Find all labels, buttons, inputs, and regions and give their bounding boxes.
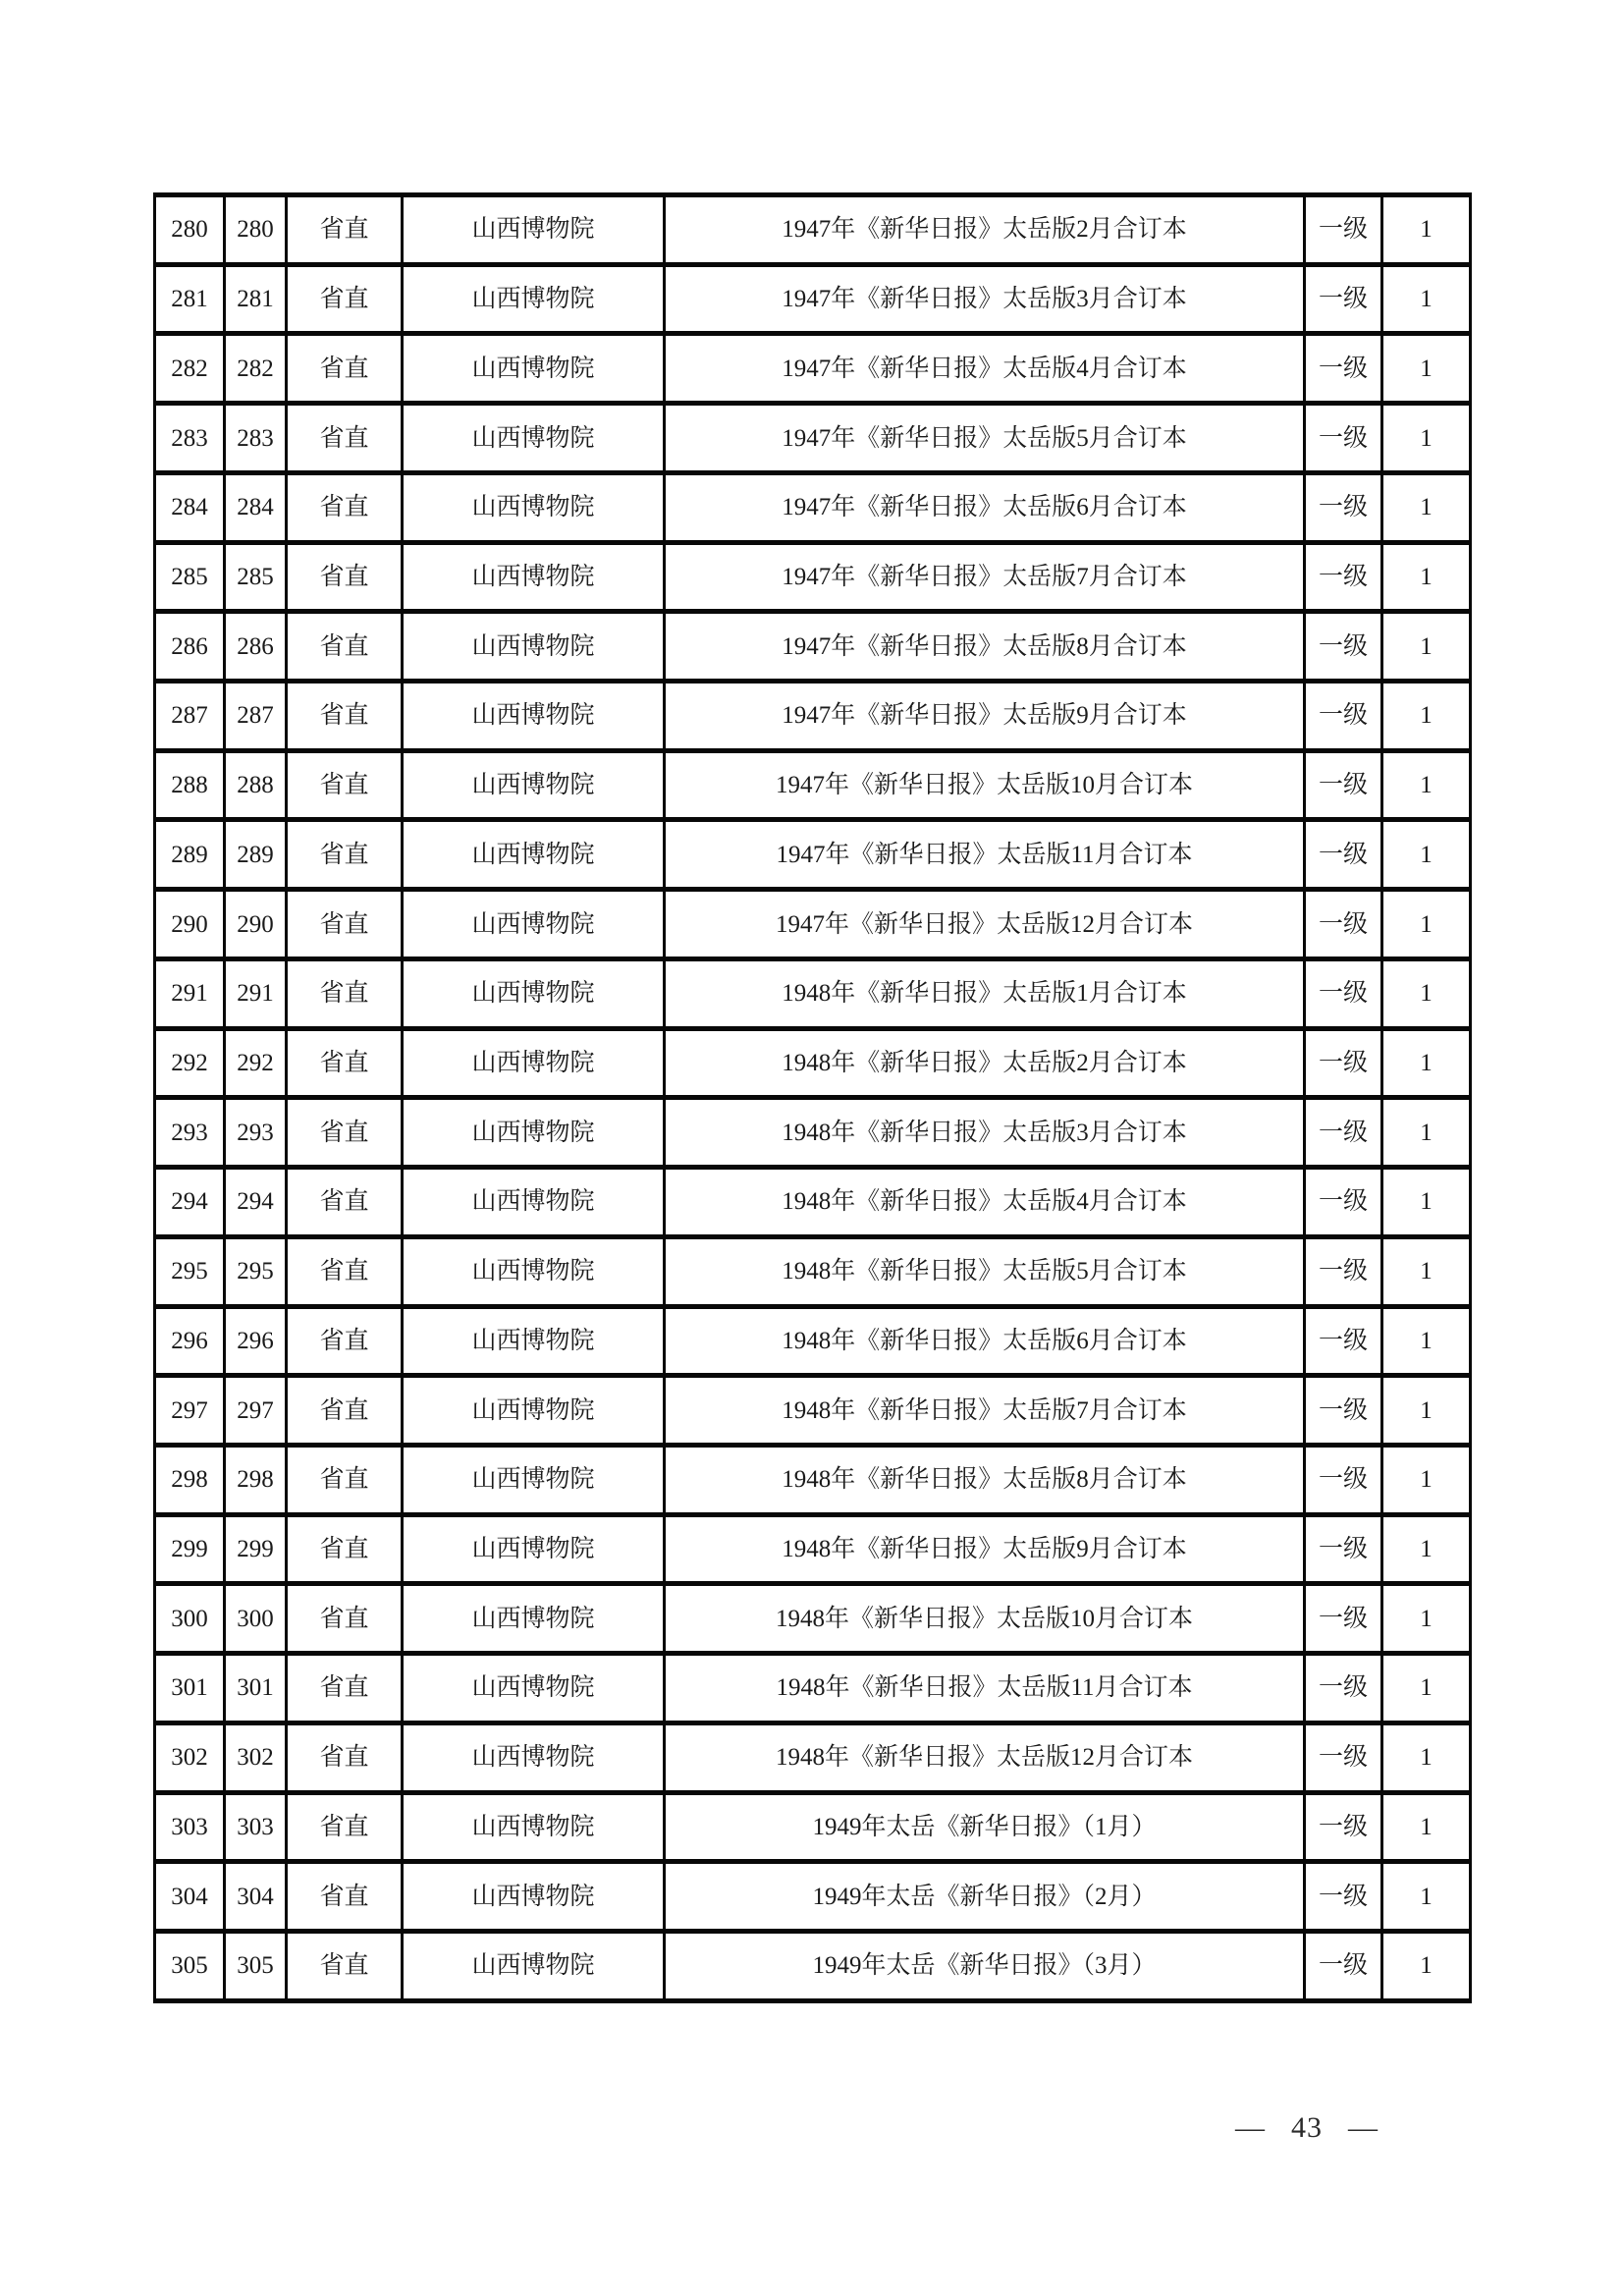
cell-institution: 山西博物院: [403, 264, 665, 334]
cell-no1: 286: [155, 612, 225, 682]
cell-quantity: 1: [1382, 820, 1471, 890]
cell-grade: 一级: [1305, 1514, 1382, 1584]
table-row: [155, 1514, 1471, 1584]
cell-item: 1947年《新华日报》太岳版3月合订本: [665, 264, 1305, 334]
table-row: [155, 472, 1471, 542]
cell-quantity: 1: [1382, 1168, 1471, 1237]
footer-left-dash: —: [1235, 2111, 1266, 2144]
cell-category: 省直: [287, 334, 403, 404]
cell-no2: 298: [225, 1445, 287, 1514]
cell-item: 1947年《新华日报》太岳版10月合订本: [665, 750, 1305, 820]
cell-grade: 一级: [1305, 1376, 1382, 1446]
table-row: [155, 404, 1471, 473]
cell-quantity: 1: [1382, 890, 1471, 959]
cell-item: 1947年《新华日报》太岳版12月合订本: [665, 890, 1305, 959]
cell-no1: 304: [155, 1862, 225, 1932]
cell-no2: 288: [225, 750, 287, 820]
cell-institution: 山西博物院: [403, 1168, 665, 1237]
cell-institution: 山西博物院: [403, 1862, 665, 1932]
cell-no2: 294: [225, 1168, 287, 1237]
cell-institution: 山西博物院: [403, 820, 665, 890]
cell-institution: 山西博物院: [403, 1445, 665, 1514]
cell-item: 1947年《新华日报》太岳版5月合订本: [665, 404, 1305, 473]
table-row: [155, 334, 1471, 404]
cell-category: 省直: [287, 472, 403, 542]
cell-no1: 283: [155, 404, 225, 473]
cell-category: 省直: [287, 1168, 403, 1237]
cell-institution: 山西博物院: [403, 1098, 665, 1168]
cell-item: 1949年太岳《新华日报》（3月）: [665, 1931, 1305, 2000]
cell-institution: 山西博物院: [403, 1722, 665, 1792]
cell-no2: 296: [225, 1306, 287, 1376]
cell-category: 省直: [287, 1654, 403, 1723]
cell-no1: 300: [155, 1584, 225, 1654]
cell-item: 1948年《新华日报》太岳版2月合订本: [665, 1028, 1305, 1098]
cell-institution: 山西博物院: [403, 682, 665, 751]
cell-category: 省直: [287, 1931, 403, 2000]
cell-no1: 288: [155, 750, 225, 820]
cell-grade: 一级: [1305, 1236, 1382, 1306]
cell-institution: 山西博物院: [403, 1514, 665, 1584]
cell-item: 1947年《新华日报》太岳版4月合订本: [665, 334, 1305, 404]
cell-no2: 281: [225, 264, 287, 334]
cell-grade: 一级: [1305, 1028, 1382, 1098]
cell-quantity: 1: [1382, 334, 1471, 404]
cell-institution: 山西博物院: [403, 1654, 665, 1723]
table-row: [155, 1931, 1471, 2000]
table-row: [155, 195, 1471, 265]
cell-no2: 287: [225, 682, 287, 751]
cell-no2: 303: [225, 1792, 287, 1862]
cell-category: 省直: [287, 1236, 403, 1306]
cell-no2: 295: [225, 1236, 287, 1306]
cell-category: 省直: [287, 820, 403, 890]
cell-grade: 一级: [1305, 682, 1382, 751]
cell-no2: 280: [225, 195, 287, 265]
cell-no1: 305: [155, 1931, 225, 2000]
cell-item: 1949年太岳《新华日报》（2月）: [665, 1862, 1305, 1932]
table-row: [155, 958, 1471, 1028]
cell-quantity: 1: [1382, 1376, 1471, 1446]
cell-category: 省直: [287, 1722, 403, 1792]
table-row: [155, 682, 1471, 751]
cell-grade: 一级: [1305, 1445, 1382, 1514]
cell-institution: 山西博物院: [403, 1306, 665, 1376]
cell-no2: 283: [225, 404, 287, 473]
cell-no1: 291: [155, 958, 225, 1028]
cell-quantity: 1: [1382, 1722, 1471, 1792]
cell-grade: 一级: [1305, 334, 1382, 404]
cell-no2: 299: [225, 1514, 287, 1584]
cell-item: 1948年《新华日报》太岳版4月合订本: [665, 1168, 1305, 1237]
cell-item: 1948年《新华日报》太岳版5月合订本: [665, 1236, 1305, 1306]
cell-category: 省直: [287, 890, 403, 959]
cell-quantity: 1: [1382, 264, 1471, 334]
table-row: [155, 1306, 1471, 1376]
cell-no2: 304: [225, 1862, 287, 1932]
cell-no1: 282: [155, 334, 225, 404]
cell-grade: 一级: [1305, 1306, 1382, 1376]
cell-quantity: 1: [1382, 612, 1471, 682]
cell-quantity: 1: [1382, 195, 1471, 265]
cell-item: 1948年《新华日报》太岳版7月合订本: [665, 1376, 1305, 1446]
cell-quantity: 1: [1382, 542, 1471, 612]
cell-no2: 290: [225, 890, 287, 959]
cell-grade: 一级: [1305, 1654, 1382, 1723]
table-row: [155, 1445, 1471, 1514]
cell-no1: 294: [155, 1168, 225, 1237]
cell-item: 1948年《新华日报》太岳版10月合订本: [665, 1584, 1305, 1654]
cell-grade: 一级: [1305, 1722, 1382, 1792]
cell-no2: 289: [225, 820, 287, 890]
cell-no1: 289: [155, 820, 225, 890]
cell-category: 省直: [287, 404, 403, 473]
cell-institution: 山西博物院: [403, 750, 665, 820]
cell-grade: 一级: [1305, 1862, 1382, 1932]
cell-item: 1948年《新华日报》太岳版8月合订本: [665, 1445, 1305, 1514]
cell-institution: 山西博物院: [403, 1792, 665, 1862]
cell-no2: 297: [225, 1376, 287, 1446]
cell-institution: 山西博物院: [403, 1376, 665, 1446]
cell-item: 1949年太岳《新华日报》（1月）: [665, 1792, 1305, 1862]
cell-no1: 285: [155, 542, 225, 612]
cell-grade: 一级: [1305, 1168, 1382, 1237]
cell-quantity: 1: [1382, 1931, 1471, 2000]
cell-category: 省直: [287, 1584, 403, 1654]
cell-no1: 281: [155, 264, 225, 334]
cell-grade: 一级: [1305, 195, 1382, 265]
cell-category: 省直: [287, 264, 403, 334]
cell-quantity: 1: [1382, 1306, 1471, 1376]
cell-no1: 296: [155, 1306, 225, 1376]
cell-no1: 284: [155, 472, 225, 542]
cell-category: 省直: [287, 195, 403, 265]
cell-category: 省直: [287, 958, 403, 1028]
cell-institution: 山西博物院: [403, 195, 665, 265]
table-row: [155, 1168, 1471, 1237]
cell-category: 省直: [287, 612, 403, 682]
cell-institution: 山西博物院: [403, 1236, 665, 1306]
cell-quantity: 1: [1382, 404, 1471, 473]
cell-category: 省直: [287, 542, 403, 612]
table-row: [155, 750, 1471, 820]
table-row: [155, 1862, 1471, 1932]
table-row: [155, 890, 1471, 959]
cell-grade: 一级: [1305, 404, 1382, 473]
cell-institution: 山西博物院: [403, 890, 665, 959]
cell-quantity: 1: [1382, 750, 1471, 820]
cell-item: 1947年《新华日报》太岳版6月合订本: [665, 472, 1305, 542]
cell-grade: 一级: [1305, 1931, 1382, 2000]
footer-right-dash: —: [1348, 2111, 1379, 2144]
cell-institution: 山西博物院: [403, 404, 665, 473]
cell-grade: 一级: [1305, 890, 1382, 959]
page-number: 43: [1291, 2111, 1323, 2144]
cell-institution: 山西博物院: [403, 1584, 665, 1654]
cell-no1: 287: [155, 682, 225, 751]
cell-no2: 291: [225, 958, 287, 1028]
cell-no2: 292: [225, 1028, 287, 1098]
table-row: [155, 1098, 1471, 1168]
cell-grade: 一级: [1305, 542, 1382, 612]
cell-quantity: 1: [1382, 1028, 1471, 1098]
table-row: [155, 1584, 1471, 1654]
cell-category: 省直: [287, 1306, 403, 1376]
cell-no1: 290: [155, 890, 225, 959]
cell-no2: 282: [225, 334, 287, 404]
cell-item: 1948年《新华日报》太岳版1月合订本: [665, 958, 1305, 1028]
cell-no1: 301: [155, 1654, 225, 1723]
cell-quantity: 1: [1382, 1792, 1471, 1862]
cell-no1: 302: [155, 1722, 225, 1792]
cell-item: 1947年《新华日报》太岳版11月合订本: [665, 820, 1305, 890]
cell-institution: 山西博物院: [403, 542, 665, 612]
table-row: [155, 1236, 1471, 1306]
cell-no1: 297: [155, 1376, 225, 1446]
cell-institution: 山西博物院: [403, 472, 665, 542]
cell-no1: 280: [155, 195, 225, 265]
cell-institution: 山西博物院: [403, 612, 665, 682]
cell-quantity: 1: [1382, 958, 1471, 1028]
cell-institution: 山西博物院: [403, 1028, 665, 1098]
cell-no2: 293: [225, 1098, 287, 1168]
cell-item: 1948年《新华日报》太岳版11月合订本: [665, 1654, 1305, 1723]
cell-item: 1948年《新华日报》太岳版9月合订本: [665, 1514, 1305, 1584]
cell-grade: 一级: [1305, 612, 1382, 682]
cell-no2: 286: [225, 612, 287, 682]
cell-category: 省直: [287, 1445, 403, 1514]
cell-no1: 295: [155, 1236, 225, 1306]
cell-grade: 一级: [1305, 820, 1382, 890]
cell-item: 1947年《新华日报》太岳版2月合订本: [665, 195, 1305, 265]
cell-no2: 300: [225, 1584, 287, 1654]
cell-no2: 301: [225, 1654, 287, 1723]
cell-item: 1948年《新华日报》太岳版3月合订本: [665, 1098, 1305, 1168]
cell-quantity: 1: [1382, 682, 1471, 751]
cell-grade: 一级: [1305, 1584, 1382, 1654]
cell-category: 省直: [287, 1514, 403, 1584]
cell-no1: 298: [155, 1445, 225, 1514]
cell-quantity: 1: [1382, 1654, 1471, 1723]
cell-grade: 一级: [1305, 264, 1382, 334]
cell-category: 省直: [287, 1098, 403, 1168]
cell-category: 省直: [287, 750, 403, 820]
table-row: [155, 1376, 1471, 1446]
cell-no2: 285: [225, 542, 287, 612]
cell-grade: 一级: [1305, 750, 1382, 820]
cell-no1: 292: [155, 1028, 225, 1098]
cell-item: 1948年《新华日报》太岳版6月合订本: [665, 1306, 1305, 1376]
cell-category: 省直: [287, 682, 403, 751]
cell-item: 1948年《新华日报》太岳版12月合订本: [665, 1722, 1305, 1792]
cell-category: 省直: [287, 1792, 403, 1862]
cell-grade: 一级: [1305, 1098, 1382, 1168]
cell-quantity: 1: [1382, 1584, 1471, 1654]
cell-no1: 299: [155, 1514, 225, 1584]
cell-quantity: 1: [1382, 1236, 1471, 1306]
table-row: [155, 1722, 1471, 1792]
table-row: [155, 612, 1471, 682]
table-row: [155, 1792, 1471, 1862]
cell-no2: 305: [225, 1931, 287, 2000]
cell-item: 1947年《新华日报》太岳版8月合订本: [665, 612, 1305, 682]
cell-quantity: 1: [1382, 472, 1471, 542]
cell-no2: 284: [225, 472, 287, 542]
collection-inventory-table: [153, 192, 1472, 2003]
cell-no1: 303: [155, 1792, 225, 1862]
table-row: [155, 264, 1471, 334]
cell-category: 省直: [287, 1376, 403, 1446]
cell-quantity: 1: [1382, 1514, 1471, 1584]
cell-institution: 山西博物院: [403, 958, 665, 1028]
cell-category: 省直: [287, 1862, 403, 1932]
cell-item: 1947年《新华日报》太岳版9月合订本: [665, 682, 1305, 751]
cell-grade: 一级: [1305, 1792, 1382, 1862]
cell-quantity: 1: [1382, 1098, 1471, 1168]
page-footer: [1235, 2111, 1379, 2145]
table-row: [155, 1654, 1471, 1723]
cell-no1: 293: [155, 1098, 225, 1168]
cell-institution: 山西博物院: [403, 334, 665, 404]
cell-no2: 302: [225, 1722, 287, 1792]
cell-grade: 一级: [1305, 472, 1382, 542]
cell-item: 1947年《新华日报》太岳版7月合订本: [665, 542, 1305, 612]
cell-category: 省直: [287, 1028, 403, 1098]
table-row: [155, 820, 1471, 890]
cell-quantity: 1: [1382, 1862, 1471, 1932]
cell-institution: 山西博物院: [403, 1931, 665, 2000]
cell-quantity: 1: [1382, 1445, 1471, 1514]
table-row: [155, 1028, 1471, 1098]
table-row: [155, 542, 1471, 612]
cell-grade: 一级: [1305, 958, 1382, 1028]
